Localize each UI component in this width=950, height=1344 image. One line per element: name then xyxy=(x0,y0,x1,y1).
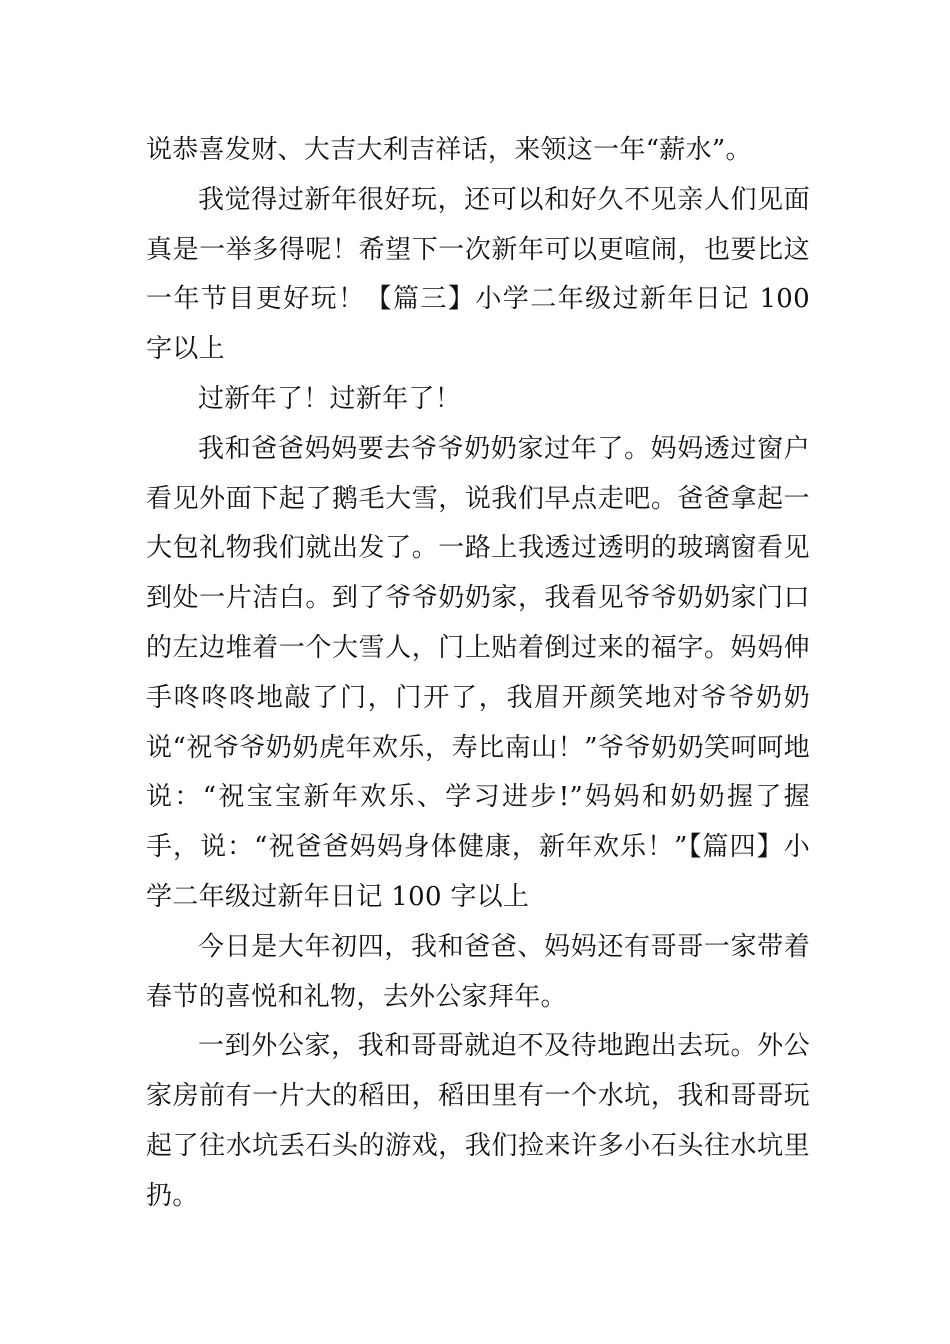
paragraph: 过新年了！过新年了！ xyxy=(198,383,462,414)
paragraph: 今日是大年初四，我和爸爸、妈妈还有哥哥一家带着春节的喜悦和礼物，去外公家拜年。 xyxy=(146,931,810,1012)
paragraph: 一到外公家，我和哥哥就迫不及待地跑出去玩。外公家房前有一片大的稻田，稻田里有一个水坑，我和哥哥玩起了往水坑丢石头的游戏，我们捡来许多小石头往水坑里扔。 xyxy=(146,1031,810,1211)
paragraph: 我和爸爸妈妈要去爷爷奶奶家过年了。妈妈透过窗户看见外面下起了鹅毛大雪，说我们早点走吧。爸爸拿起一大包礼物我们就出发了。一路上我透过透明的玻璃窗看见到处一片洁白。到了爷爷奶奶家，我看见爷爷奶奶家门口的左边堆着一个大雪人，门上贴着倒过来的福字。妈妈伸手咚咚咚地敲了门，门开了，我眉开颜笑地对爷爷奶奶说“祝爷爷奶奶虎年欢乐，寿比南山！”爷爷奶奶笑呵呵地说：“祝宝宝新年欢乐、学习进步!”妈妈和奶奶握了握手，说：“祝爸爸妈妈身体健康，新年欢乐！”【篇四】小学二年级过新年日记 100 字以上 xyxy=(146,433,810,912)
document-body xyxy=(146,126,810,1222)
paragraph: 说恭喜发财、大吉大利吉祥话，来领这一年“薪水”。 xyxy=(146,135,752,165)
paragraph: 我觉得过新年很好玩，还可以和好久不见亲人们见面真是一举多得呢！希望下一次新年可以更喧闹，也要比这一年节目更好玩！【篇三】小学二年级过新年日记 100 字以上 xyxy=(146,184,810,365)
